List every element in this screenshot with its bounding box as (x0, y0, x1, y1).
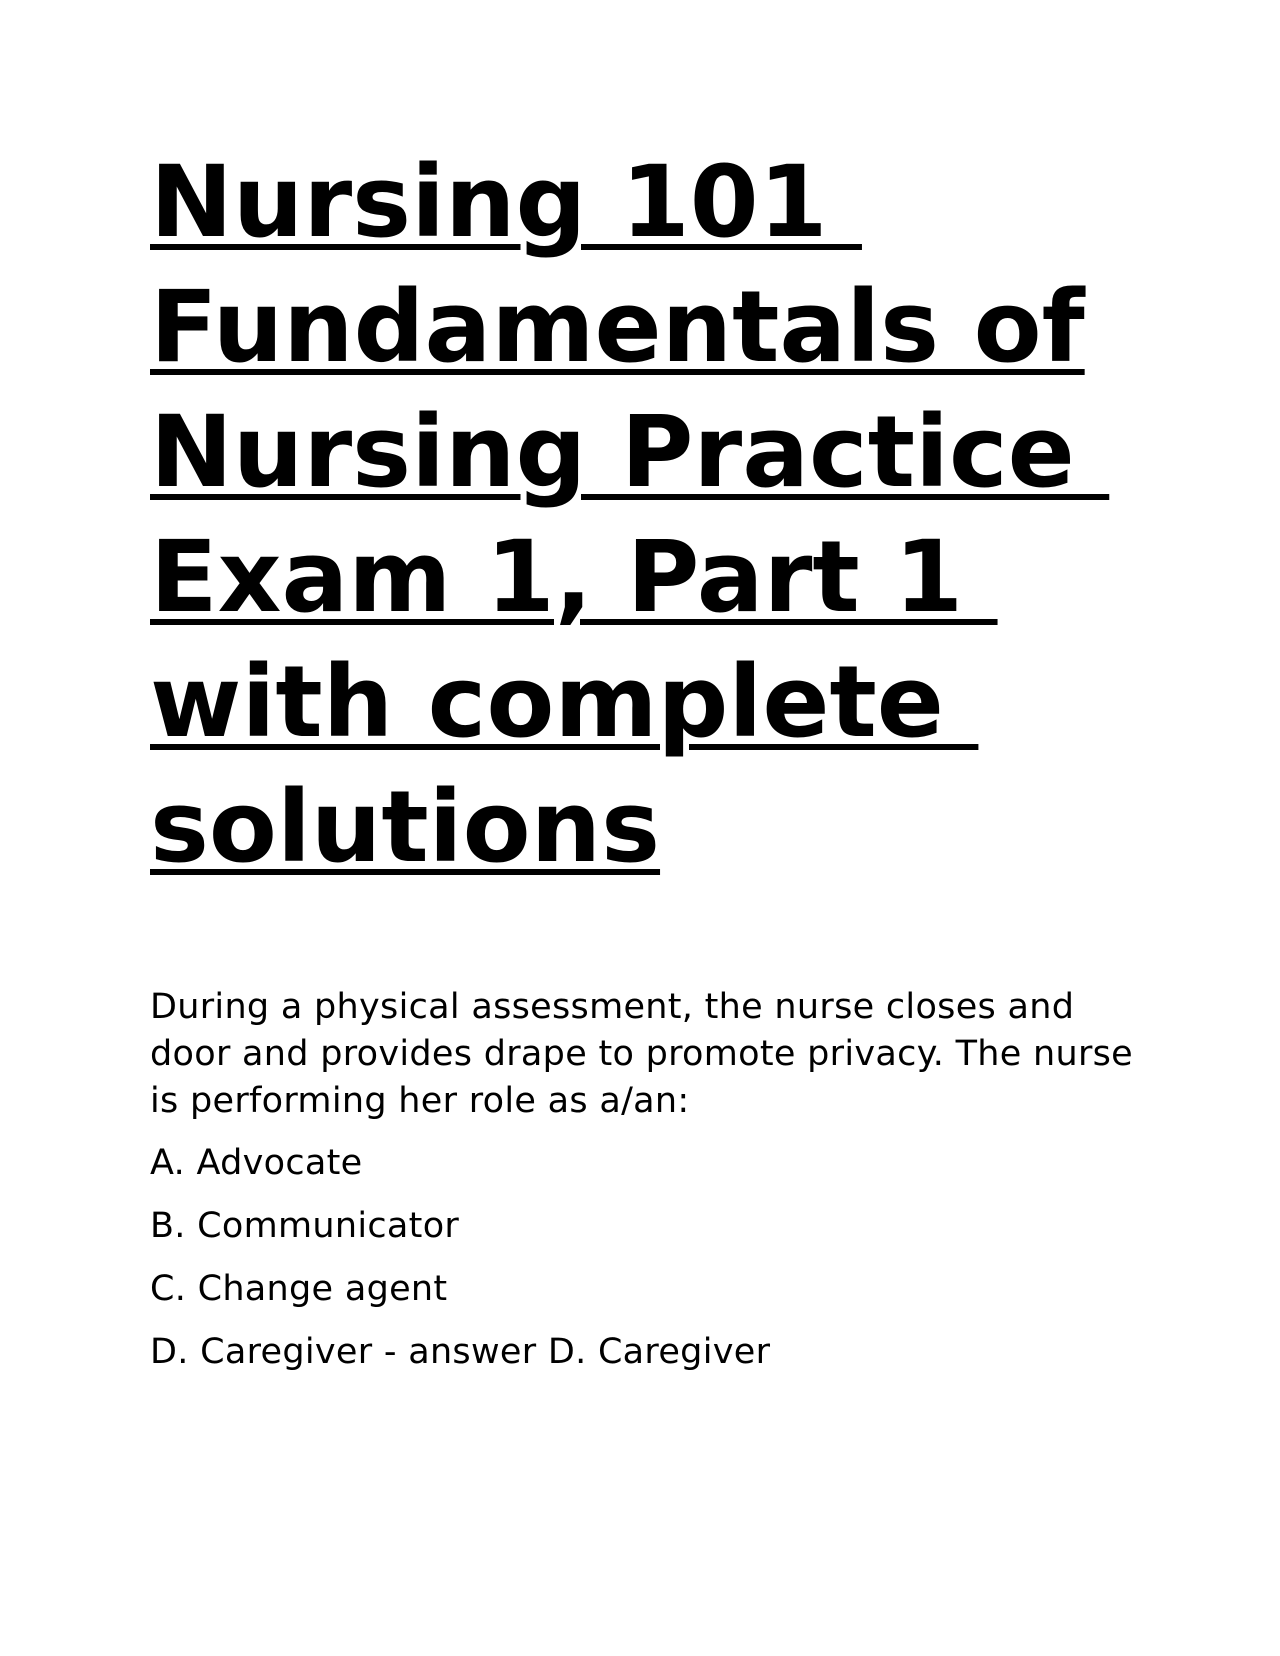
title-line: with complete (150, 645, 979, 760)
option-c: C. Change agent (150, 1269, 448, 1309)
title-line: Exam 1, Part 1 (150, 520, 998, 635)
option-a: A. Advocate (150, 1143, 363, 1183)
title-line: Fundamentals of (150, 270, 1085, 385)
answer-options (150, 1140, 770, 1392)
option-b: B. Communicator (150, 1206, 460, 1246)
question-text: During a physical assessment, the nurse closes and door and provides drape to promote privacy. The nurse is performing her role as a/an: (150, 987, 1134, 1121)
title-line: solutions (150, 770, 661, 885)
title-line: Nursing Practice (150, 395, 1110, 510)
option-d: D. Caregiver - answer D. Caregiver (150, 1332, 771, 1372)
document-title (150, 140, 1160, 890)
title-line: Nursing 101 (150, 145, 862, 260)
